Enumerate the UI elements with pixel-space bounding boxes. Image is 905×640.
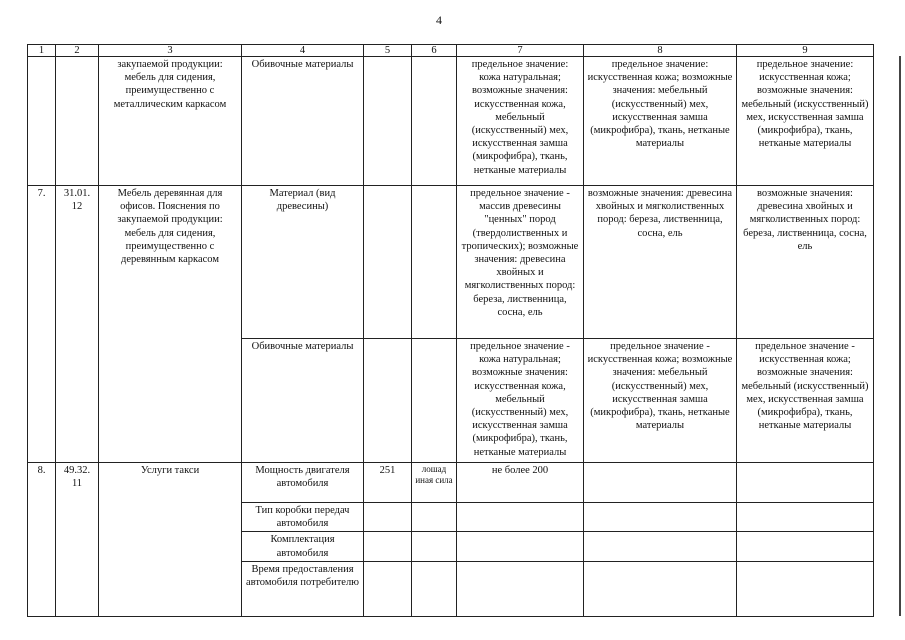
header-cell: 9 <box>737 45 874 57</box>
row-number-cell: 7. <box>28 186 56 463</box>
value-cell-col9 <box>737 561 874 616</box>
row-number-cell: 8. <box>28 463 56 617</box>
okpd-code-cell: 49.32. 11 <box>56 463 99 617</box>
value-cell-col8 <box>584 532 737 561</box>
value-cell-col7 <box>457 503 584 532</box>
unit-code-cell <box>364 503 412 532</box>
unit-code-cell <box>364 561 412 616</box>
characteristic-cell: Обивочные материалы <box>242 57 364 186</box>
characteristic-cell: Обивочные материалы <box>242 339 364 463</box>
product-name-cell: Услуги такси <box>99 463 242 617</box>
table-row <box>28 463 874 503</box>
characteristic-cell: Время предоставления автомобиля потребителю <box>242 561 364 616</box>
value-cell-col9: возможные значения: древесина хвойных и мягколиственных пород: береза, лиственница, сосна, ель <box>737 186 874 339</box>
product-name-cell: Мебель деревянная для офисов. Пояснения по закупаемой продукции: мебель для сидения, преимущественно с деревянным каркасом <box>99 186 242 463</box>
value-cell-col8: предельное значение - искусственная кожа; возможные значения: мебельный (искусственный) мех, искусственная замша (микрофибра), ткань, нетканые материалы <box>584 339 737 463</box>
value-cell-col9 <box>737 532 874 561</box>
page-number: 4 <box>436 13 442 27</box>
value-cell-col9 <box>737 503 874 532</box>
header-cell: 4 <box>242 45 364 57</box>
unit-name-cell <box>412 186 457 339</box>
unit-code-cell <box>364 186 412 339</box>
table-row <box>28 186 874 339</box>
header-cell: 3 <box>99 45 242 57</box>
unit-name-cell: лошад иная сила <box>412 463 457 503</box>
value-cell-col8 <box>584 561 737 616</box>
unit-code-cell <box>364 57 412 186</box>
value-cell-col9 <box>737 463 874 503</box>
value-cell-col8 <box>584 463 737 503</box>
unit-code-cell <box>364 532 412 561</box>
unit-name-cell <box>412 57 457 186</box>
unit-name-cell <box>412 339 457 463</box>
value-cell-col8: предельное значение: искусственная кожа; возможные значения: мебельный (искусственный) мех, искусственная замша (микрофибра), ткань, нетканые материалы <box>584 57 737 186</box>
characteristic-cell: Материал (вид древесины) <box>242 186 364 339</box>
characteristic-cell: Тип коробки передач автомобиля <box>242 503 364 532</box>
header-cell: 8 <box>584 45 737 57</box>
value-cell-col9: предельное значение: искусственная кожа; возможные значения: мебельный (искусственный) мех, искусственная замша (микрофибра), ткань, нетканые материалы <box>737 57 874 186</box>
characteristic-cell: Комплектация автомобиля <box>242 532 364 561</box>
header-cell: 7 <box>457 45 584 57</box>
header-cell: 5 <box>364 45 412 57</box>
header-cell: 6 <box>412 45 457 57</box>
value-cell-col9: предельное значение - искусственная кожа; возможные значения: мебельный (искусственный) мех, искусственная замша (микрофибра), ткань, нетканые материалы <box>737 339 874 463</box>
header-cell: 1 <box>28 45 56 57</box>
characteristic-cell: Мощность двигателя автомобиля <box>242 463 364 503</box>
requirements-table <box>27 44 874 617</box>
value-cell-col7: предельное значение - массив древесины "ценных" пород (твердолиственных и тропических); возможные значения: древесина хвойных и мягколиственных пород: береза, лиственница, сосна, ель <box>457 186 584 339</box>
unit-code-cell <box>364 339 412 463</box>
product-name-cell: закупаемой продукции: мебель для сидения, преимущественно с металлическим каркасом <box>99 57 242 186</box>
value-cell-col8 <box>584 503 737 532</box>
table-row <box>28 57 874 186</box>
value-cell-col7 <box>457 532 584 561</box>
value-cell-col7 <box>457 561 584 616</box>
value-cell-col7: предельное значение - кожа натуральная; возможные значения: искусственная кожа, мебельный (искусственный) мех, искусственная замша (микрофибра), ткань, нетканые материалы <box>457 339 584 463</box>
unit-name-cell <box>412 503 457 532</box>
unit-name-cell <box>412 561 457 616</box>
okpd-code-cell: 31.01. 12 <box>56 186 99 463</box>
value-cell-col7: предельное значение: кожа натуральная; возможные значения: искусственная кожа, мебельный (искусственный) мех, искусственная замша (микрофибра), ткань, нетканые материалы <box>457 57 584 186</box>
scan-edge-line <box>899 56 901 616</box>
table-header-row <box>28 45 874 57</box>
row-number-cell <box>28 57 56 186</box>
unit-code-cell: 251 <box>364 463 412 503</box>
value-cell-col7: не более 200 <box>457 463 584 503</box>
header-cell: 2 <box>56 45 99 57</box>
unit-name-cell <box>412 532 457 561</box>
value-cell-col8: возможные значения: древесина хвойных и мягколиственных пород: береза, лиственница, сосна, ель <box>584 186 737 339</box>
okpd-code-cell <box>56 57 99 186</box>
